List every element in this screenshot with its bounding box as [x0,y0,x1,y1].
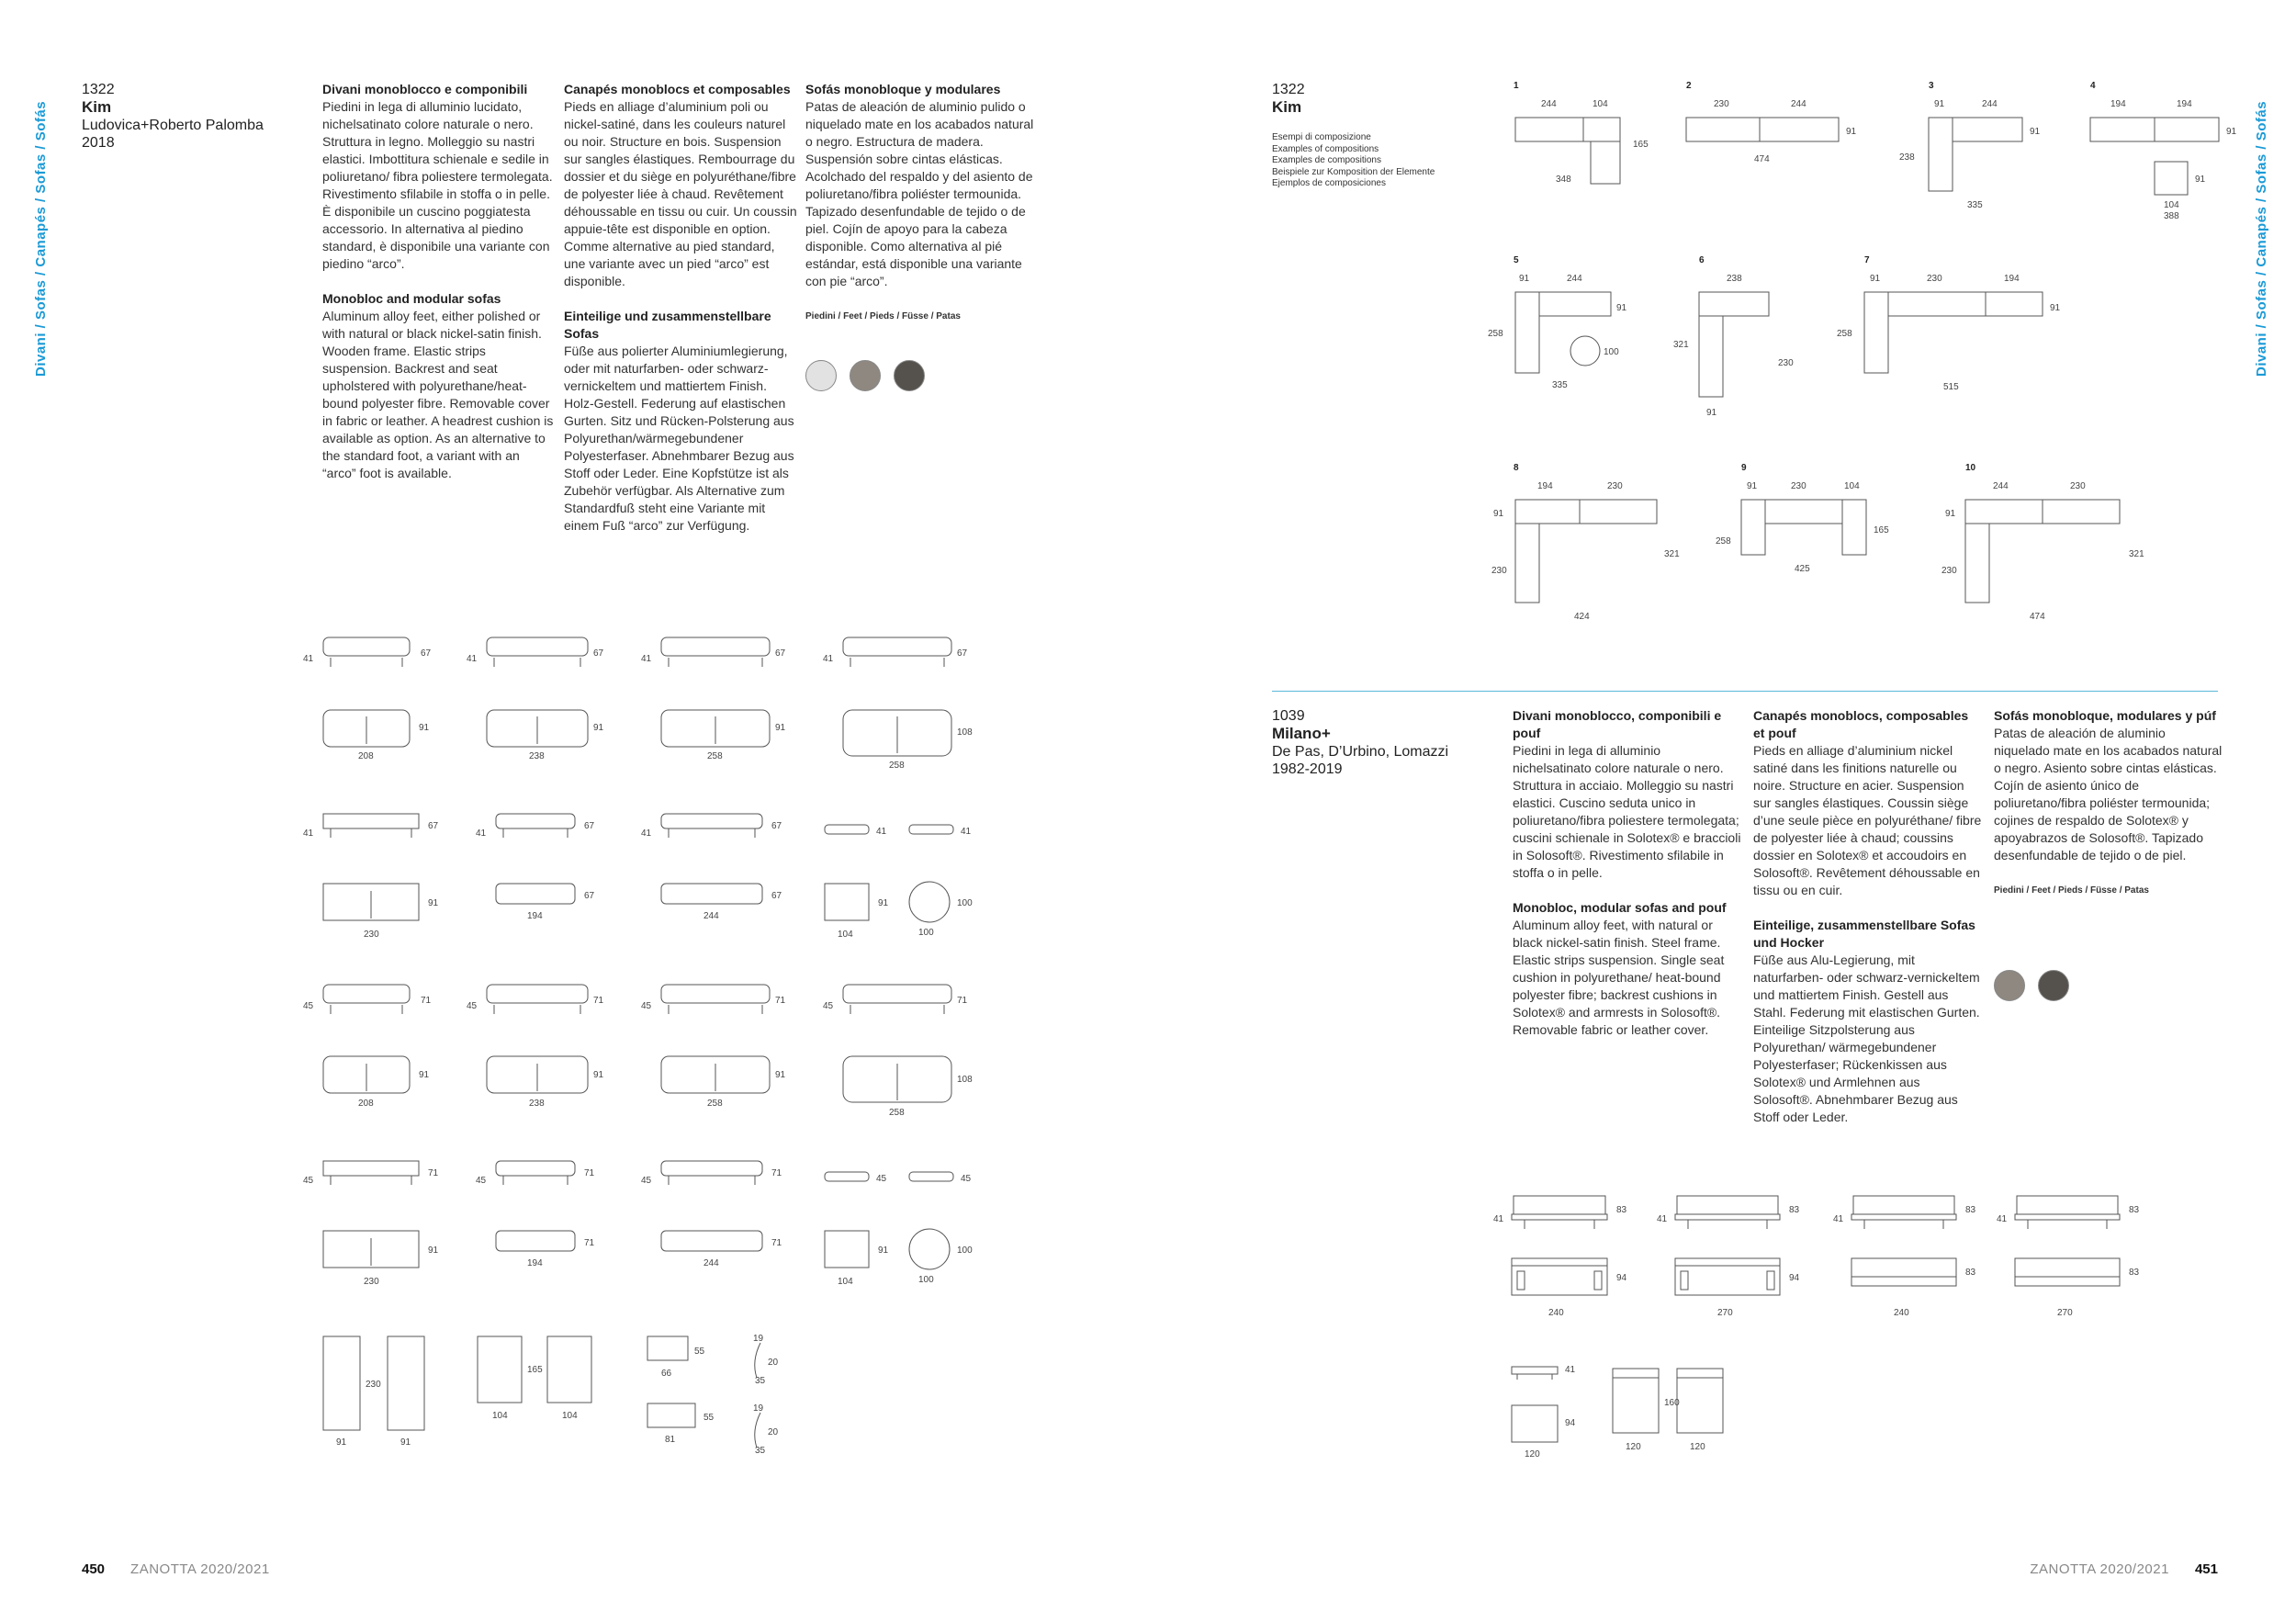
svg-text:45: 45 [961,1174,972,1184]
svg-text:45: 45 [641,1001,652,1011]
milano-en-body: Aluminum alloy feet, with natural or black nickel-satin finish. Steel frame. Elastic strips suspension. Single seat cushion in polyurethane/ heat-bound polyester fibre; backrest cushions in Solotex® and armrests in Solosoft®. Removable fabric or leather cover. [1513,918,1725,1037]
svg-text:238: 238 [529,1099,545,1109]
svg-text:108: 108 [957,1075,973,1085]
svg-text:41: 41 [823,654,834,664]
svg-text:194: 194 [527,1258,543,1268]
svg-text:9: 9 [1741,463,1747,473]
milano-de-body: Füße aus Alu-Legierung, mit naturfarben- oder schwarz-vernickeltem und mattiertem Finish. Gestell aus Stahl. Federung mit elastischen Gurten. Einteilige Sitzpolsterung aus Polyurethan/ wärmegebundener Polyesterfaser; Rückenkissen aus Solotex® und Armlehnen aus Solosoft®. Abnehmbarer Bezug aus Stoff oder Leder. [1753,952,1980,1124]
svg-text:83: 83 [2129,1268,2140,1278]
svg-text:515: 515 [1943,382,1959,392]
svg-text:230: 230 [2070,481,2086,491]
text-col-it-en [322,81,557,500]
year: 2018 [82,135,115,151]
product-name: Kim [82,98,112,116]
svg-text:41: 41 [1657,1214,1668,1224]
svg-text:2: 2 [1686,81,1692,91]
svg-text:41: 41 [961,827,972,837]
svg-text:71: 71 [421,996,432,1006]
svg-text:71: 71 [593,996,604,1006]
svg-text:244: 244 [1993,481,2009,491]
svg-text:120: 120 [1626,1442,1641,1452]
svg-text:258: 258 [1716,536,1731,547]
svg-text:230: 230 [1778,358,1794,368]
svg-text:244: 244 [1982,99,1998,109]
milano-fr-body: Pieds en alliage d’aluminium nickel satiné dans les finitions naturelle ou noire. Structure en acier. Suspension sur sangles élastiques. Coussin siège d’une seule pièce en polyuréthane/ fibre de polyester liée à chaud; coussins dossier en Solotex® et accoudoirs en Solosoft®. Revêtement déhoussable en tissu ou en cuir. [1753,743,1982,897]
examples-list [1272,132,1456,190]
svg-text:270: 270 [2057,1308,2073,1318]
svg-text:1: 1 [1514,81,1519,91]
svg-text:270: 270 [1717,1308,1733,1318]
svg-text:321: 321 [1673,340,1689,350]
es-title: Sofás monobloque y modulares [805,82,1001,96]
svg-text:6: 6 [1699,255,1705,265]
brand-right: ZANOTTA 2020/2021 [2030,1561,2169,1577]
svg-text:91: 91 [419,1070,430,1080]
right-footer [2020,1561,2218,1577]
compositions-drawings [1479,77,2250,637]
svg-text:91: 91 [2195,175,2206,185]
svg-text:71: 71 [584,1238,595,1248]
svg-text:100: 100 [1604,347,1619,357]
svg-text:41: 41 [641,654,652,664]
kim-header [82,81,321,152]
svg-text:165: 165 [1874,525,1889,535]
milano-col-it-en [1513,707,1742,1056]
svg-text:91: 91 [1870,274,1881,284]
brand-left: ZANOTTA 2020/2021 [130,1561,270,1577]
designer: Ludovica+Roberto Palomba [82,118,264,133]
svg-text:238: 238 [529,751,545,761]
kim-name-right: Kim [1272,98,1302,116]
svg-text:71: 71 [771,1168,782,1178]
svg-text:41: 41 [467,654,478,664]
milano-header [1272,707,1511,778]
svg-text:91: 91 [1519,274,1530,284]
section-divider [1272,691,2218,692]
svg-text:104: 104 [562,1411,578,1421]
svg-text:41: 41 [1565,1365,1576,1375]
svg-text:91: 91 [400,1437,411,1448]
svg-text:83: 83 [1965,1268,1976,1278]
svg-text:321: 321 [1664,549,1680,559]
svg-text:55: 55 [694,1347,705,1357]
svg-text:20: 20 [768,1427,779,1437]
svg-text:230: 230 [366,1380,381,1390]
svg-text:258: 258 [889,1108,905,1118]
svg-text:244: 244 [1567,274,1582,284]
svg-text:71: 71 [428,1168,439,1178]
milano-swatch-1 [1994,970,2025,1001]
svg-text:424: 424 [1574,612,1590,622]
svg-text:94: 94 [1565,1418,1576,1428]
finish-swatch-2 [850,360,881,391]
svg-text:91: 91 [593,1070,604,1080]
svg-text:240: 240 [1894,1308,1909,1318]
svg-text:41: 41 [1833,1214,1844,1224]
svg-text:20: 20 [768,1358,779,1368]
svg-text:91: 91 [1934,99,1945,109]
svg-text:71: 71 [584,1168,595,1178]
de-title: Einteilige und zusammenstellbare Sofas [564,309,771,341]
milano-col-es [1994,707,2223,899]
svg-text:71: 71 [771,1238,782,1248]
svg-text:94: 94 [1616,1273,1627,1283]
svg-text:91: 91 [593,723,604,733]
svg-text:91: 91 [2226,127,2237,137]
svg-text:45: 45 [303,1001,314,1011]
svg-text:19: 19 [753,1334,764,1344]
svg-text:67: 67 [584,821,595,831]
text-col-fr-de [564,81,798,552]
svg-text:41: 41 [876,827,887,837]
product-code: 1322 [82,82,115,97]
svg-text:194: 194 [2177,99,2192,109]
examples-es: Ejemplos de composiciones [1272,178,1386,188]
svg-text:104: 104 [838,930,853,940]
svg-text:83: 83 [1965,1205,1976,1215]
svg-text:208: 208 [358,1099,374,1109]
svg-text:100: 100 [918,1275,934,1285]
svg-text:244: 244 [703,911,719,921]
svg-text:91: 91 [775,723,786,733]
milano-drawings [1488,1185,2167,1460]
svg-text:41: 41 [1493,1214,1504,1224]
svg-text:91: 91 [1846,127,1857,137]
examples-en: Examples of compositions [1272,143,1379,154]
svg-text:194: 194 [2110,99,2126,109]
svg-text:104: 104 [1593,99,1608,109]
svg-text:194: 194 [1537,481,1553,491]
svg-text:67: 67 [771,891,782,901]
svg-text:91: 91 [419,723,430,733]
fr-title: Canapés monoblocs et composables [564,82,791,96]
svg-text:194: 194 [2004,274,2020,284]
svg-text:91: 91 [775,1070,786,1080]
svg-text:230: 230 [1714,99,1729,109]
svg-text:238: 238 [1727,274,1742,284]
svg-text:230: 230 [364,930,379,940]
svg-text:240: 240 [1548,1308,1564,1318]
svg-text:120: 120 [1525,1449,1540,1460]
svg-text:208: 208 [358,751,374,761]
page-number-right: 451 [2194,1561,2218,1577]
svg-text:258: 258 [889,761,905,771]
side-label-left: Divani / Sofas / Canapés / Sofas / Sofás [33,100,49,377]
svg-text:7: 7 [1864,255,1870,265]
svg-text:230: 230 [1607,481,1623,491]
svg-text:258: 258 [1488,329,1503,339]
svg-text:91: 91 [1616,303,1627,313]
examples-de: Beispiele zur Komposition der Elemente [1272,166,1435,177]
it-title: Divani monoblocco e componibili [322,82,528,96]
svg-text:45: 45 [876,1174,887,1184]
kim-code-right: 1322 [1272,82,1305,97]
svg-text:244: 244 [1791,99,1806,109]
finish-label: Piedini / Feet / Pieds / Füsse / Patas [805,311,961,321]
svg-text:81: 81 [665,1435,676,1445]
svg-text:67: 67 [775,648,786,659]
svg-text:335: 335 [1967,200,1983,210]
svg-text:71: 71 [957,996,968,1006]
svg-text:230: 230 [1791,481,1806,491]
svg-text:244: 244 [703,1258,719,1268]
svg-text:104: 104 [492,1411,508,1421]
svg-text:160: 160 [1664,1398,1680,1408]
svg-text:230: 230 [1491,566,1507,576]
svg-text:67: 67 [584,891,595,901]
svg-text:100: 100 [918,928,934,938]
svg-text:8: 8 [1514,463,1519,473]
svg-text:83: 83 [1616,1205,1627,1215]
svg-text:91: 91 [1747,481,1758,491]
svg-text:45: 45 [467,1001,478,1011]
svg-text:194: 194 [527,911,543,921]
svg-text:388: 388 [2164,211,2179,221]
svg-text:474: 474 [1754,154,1770,164]
text-col-es [805,81,1040,325]
svg-text:425: 425 [1795,564,1810,574]
svg-text:100: 100 [957,898,973,908]
svg-text:41: 41 [303,654,314,664]
fr-body: Pieds en alliage d’aluminium poli ou nickel-satiné, dans les couleurs naturel ou noir. Structure en bois. Suspension sur sangles élastiques. Rembourrage du dossier et du siège en polyuréthane/fibre de polyester liée à chaud. Revêtement déhoussable en tissu ou cuir. Un coussin appuie-tête est disponible en option. Comme alternative au pied standard, une variante avec un pied “arco” est disponible. [564,99,797,288]
svg-text:91: 91 [336,1437,347,1448]
svg-text:45: 45 [823,1001,834,1011]
milano-name: Milano+ [1272,725,1331,742]
svg-text:91: 91 [428,1245,439,1256]
svg-text:5: 5 [1514,255,1519,265]
svg-text:35: 35 [755,1446,766,1456]
svg-text:165: 165 [1633,140,1649,150]
it-body: Piedini in lega di alluminio lucidato, nichelsatinato colore naturale o nero. Struttura in legno. Molleggio su nastri elastici. Imbottitura schienale e sedile in poliuretano/ fibra poliestere termolegata. Rivestimento sfilabile in stoffa o in pelle. È disponibile un cuscino poggiatesta accessorio. In alternativa al piedino standard, è disponibile una variante con piedino “arco”. [322,99,553,271]
svg-text:41: 41 [476,828,487,839]
svg-text:66: 66 [661,1369,672,1379]
svg-text:335: 335 [1552,380,1568,390]
svg-text:45: 45 [641,1176,652,1186]
milano-en-title: Monobloc, modular sofas and pouf [1513,900,1727,915]
milano-swatch-2 [2038,970,2069,1001]
en-title: Monobloc and modular sofas [322,291,501,306]
svg-text:230: 230 [364,1277,379,1287]
svg-text:67: 67 [957,648,968,659]
svg-text:91: 91 [1493,509,1504,519]
svg-text:45: 45 [303,1176,314,1186]
milano-year: 1982-2019 [1272,761,1343,777]
es-body: Patas de aleación de aluminio pulido o niquelado mate en los acabados natural o negro. Estructura de madera. Suspensión sobre cintas elásticas. Acolchado del respaldo y del asiento de poliuretano/fibra poliéster termounida. Tapizado desenfundable de tejido o de piel. Cojín de apoyo para la cabeza disponible. Como alternativa al pié estándar, está disponible una variante con pie “arco”. [805,99,1034,288]
svg-text:83: 83 [2129,1205,2140,1215]
milano-code: 1039 [1272,708,1305,724]
svg-text:258: 258 [707,751,723,761]
examples-fr: Examples de compositions [1272,155,1381,165]
svg-text:94: 94 [1789,1273,1800,1283]
svg-text:258: 258 [707,1099,723,1109]
svg-text:91: 91 [2030,127,2041,137]
svg-text:67: 67 [428,821,439,831]
svg-text:91: 91 [2050,303,2061,313]
examples-it: Esempi di composizione [1272,132,1371,142]
side-label-right: Divani / Sofas / Canapés / Sofas / Sofás [2254,100,2269,377]
svg-text:165: 165 [527,1365,543,1375]
finish-swatch-1 [805,360,837,391]
milano-finish-label: Piedini / Feet / Pieds / Füsse / Patas [1994,885,2149,896]
svg-text:474: 474 [2030,612,2045,622]
page-number-left: 450 [82,1561,106,1577]
kim-compositions-header [1272,81,1456,117]
milano-col-fr-de [1753,707,1983,1144]
svg-text:258: 258 [1837,329,1852,339]
svg-text:348: 348 [1556,175,1571,185]
svg-text:230: 230 [1941,566,1957,576]
svg-text:71: 71 [775,996,786,1006]
svg-text:3: 3 [1929,81,1934,91]
svg-text:100: 100 [957,1245,973,1256]
svg-text:45: 45 [476,1176,487,1186]
svg-text:120: 120 [1690,1442,1705,1452]
svg-text:91: 91 [1945,509,1956,519]
svg-text:67: 67 [771,821,782,831]
en-body: Aluminum alloy feet, either polished or with natural or black nickel-satin finish. Wooden frame. Elastic strips suspension. Backrest and seat upholstered with polyurethane/heat-bound polyester fibre. Removable cover in fabric or leather. A headrest cushion is available as option. As an alternative to the standard foot, a variant with an “arco” foot is available. [322,309,554,480]
svg-text:104: 104 [2164,200,2179,210]
svg-text:67: 67 [421,648,432,659]
svg-text:41: 41 [1997,1214,2008,1224]
svg-text:67: 67 [593,648,604,659]
milano-it-title: Divani monoblocco, componibili e pouf [1513,708,1722,740]
finish-swatch-3 [894,360,925,391]
svg-text:321: 321 [2129,549,2144,559]
svg-text:108: 108 [957,727,973,738]
svg-text:91: 91 [428,898,439,908]
milano-it-body: Piedini in lega di alluminio nichelsatinato colore naturale o nero. Struttura in acciaio. Molleggio su nastri elastici. Cuscino seduta unico in poliuretano/fibra poliestere termolegata; cuscini schienale in Solotex® e braccioli in Solosoft®. Rivestimento sfilabile in stoffa o in pelle. [1513,743,1741,880]
svg-text:19: 19 [753,1403,764,1414]
svg-text:104: 104 [838,1277,853,1287]
milano-designer: De Pas, D’Urbino, Lomazzi [1272,744,1449,760]
svg-text:35: 35 [755,1376,766,1386]
milano-fr-title: Canapés monoblocs, composables et pouf [1753,708,1969,740]
svg-text:41: 41 [641,828,652,839]
svg-text:10: 10 [1965,463,1976,473]
svg-text:91: 91 [1706,408,1717,418]
milano-de-title: Einteilige, zusammenstellbare Sofas und Hocker [1753,918,1975,950]
de-body: Füße aus polierter Aluminiumlegierung, oder mit naturfarben- oder schwarz-vernickeltem und mattiertem Finish. Holz-Gestell. Federung auf elastischen Gurten. Sitz und Rücken-Polsterung aus Polyurethan/wärmegebundener Polyesterfaser. Abnehmbarer Bezug aus Stoff oder Leder. Eine Kopfstütze ist als Zubehör verfügbar. Als Alternative zum Standardfuß steht eine Variante mit einem Fuß “arco” zur Verfügung. [564,344,794,533]
milano-es-body: Patas de aleación de aluminio niquelado mate en los acabados natural o negro. Asiento sobre cintas elásticas. Cojín de asiento único de poliuretano/fibra poliéster termounida; cojines de respaldo de Solotex® y apoyabrazos de Solosoft®. Tapizado desenfundable de tejido o de piel. [1994,726,2223,862]
left-footer [82,1561,270,1577]
svg-text:238: 238 [1899,152,1915,163]
svg-text:41: 41 [303,828,314,839]
svg-text:104: 104 [1844,481,1860,491]
svg-text:83: 83 [1789,1205,1800,1215]
svg-text:4: 4 [2090,81,2096,91]
svg-text:91: 91 [878,898,889,908]
kim-drawings [294,625,974,1470]
svg-text:91: 91 [878,1245,889,1256]
svg-text:55: 55 [703,1413,715,1423]
svg-text:230: 230 [1927,274,1942,284]
milano-es-title: Sofás monobloque, modulares y púf [1994,708,2216,723]
svg-text:244: 244 [1541,99,1557,109]
